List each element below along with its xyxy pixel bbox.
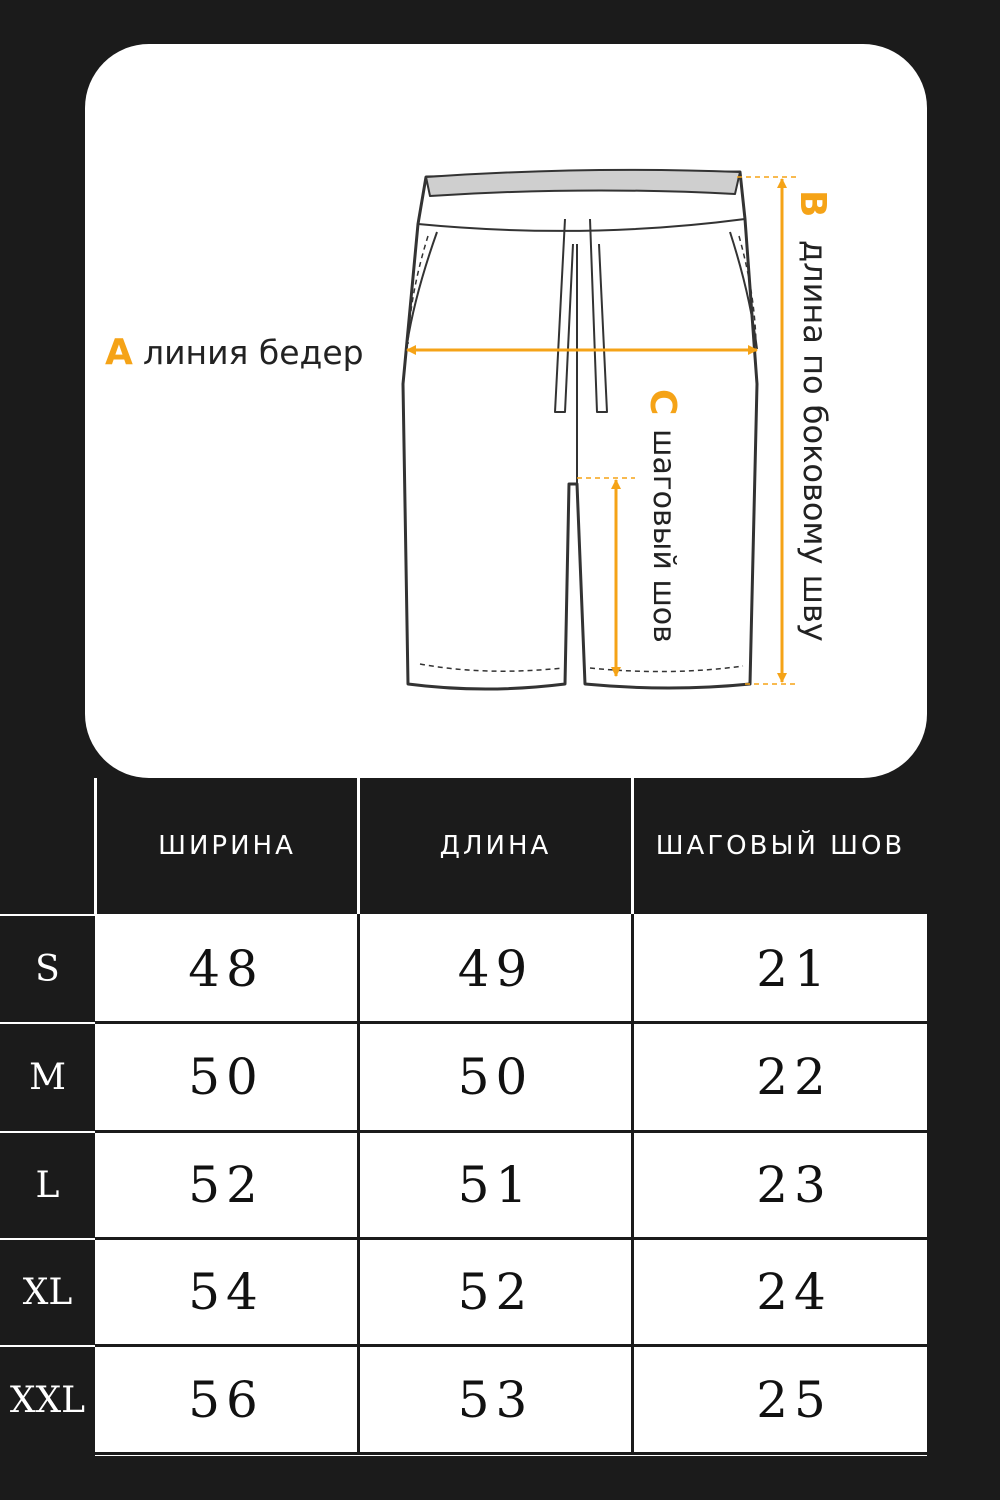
label-c-letter: C <box>642 389 683 416</box>
size-label-m: M <box>29 1057 66 1098</box>
table-cell: 52 <box>188 1156 264 1214</box>
size-label-s: S <box>35 948 60 990</box>
shorts-drawing <box>403 170 757 689</box>
header-width: ШИРИНА <box>158 831 296 861</box>
size-label-l: L <box>35 1165 60 1206</box>
shorts-illustration <box>85 44 927 778</box>
label-a-text: линия бедер <box>143 333 364 372</box>
table-cell: 53 <box>457 1370 534 1429</box>
size-label-xl: XL <box>22 1272 73 1313</box>
table-cell: 52 <box>457 1263 534 1321</box>
label-c-text: шаговый шов <box>646 429 681 643</box>
header-inseam: ШАГОВЫЙ ШОВ <box>655 831 906 861</box>
header-length: ДЛИНА <box>439 831 552 861</box>
table-cell: 25 <box>756 1370 832 1429</box>
label-a-letter: A <box>105 332 133 373</box>
table-cell: 48 <box>188 939 264 998</box>
size-label-xxl: XXL <box>9 1380 86 1421</box>
table-cell: 50 <box>457 1048 534 1106</box>
measurement-diagram <box>85 44 927 778</box>
table-cell: 51 <box>457 1156 534 1214</box>
label-b-letter: B <box>792 190 833 218</box>
table-cell: 56 <box>188 1370 264 1429</box>
table-cell: 23 <box>756 1156 832 1214</box>
table-cell: 22 <box>756 1048 832 1106</box>
table-cell: 24 <box>756 1263 832 1321</box>
table-cell: 49 <box>457 939 534 998</box>
table-cell: 50 <box>188 1048 264 1106</box>
table-cell: 54 <box>188 1263 264 1321</box>
label-b-text: длина по боковому шву <box>796 240 834 642</box>
table-cell: 21 <box>756 939 832 998</box>
